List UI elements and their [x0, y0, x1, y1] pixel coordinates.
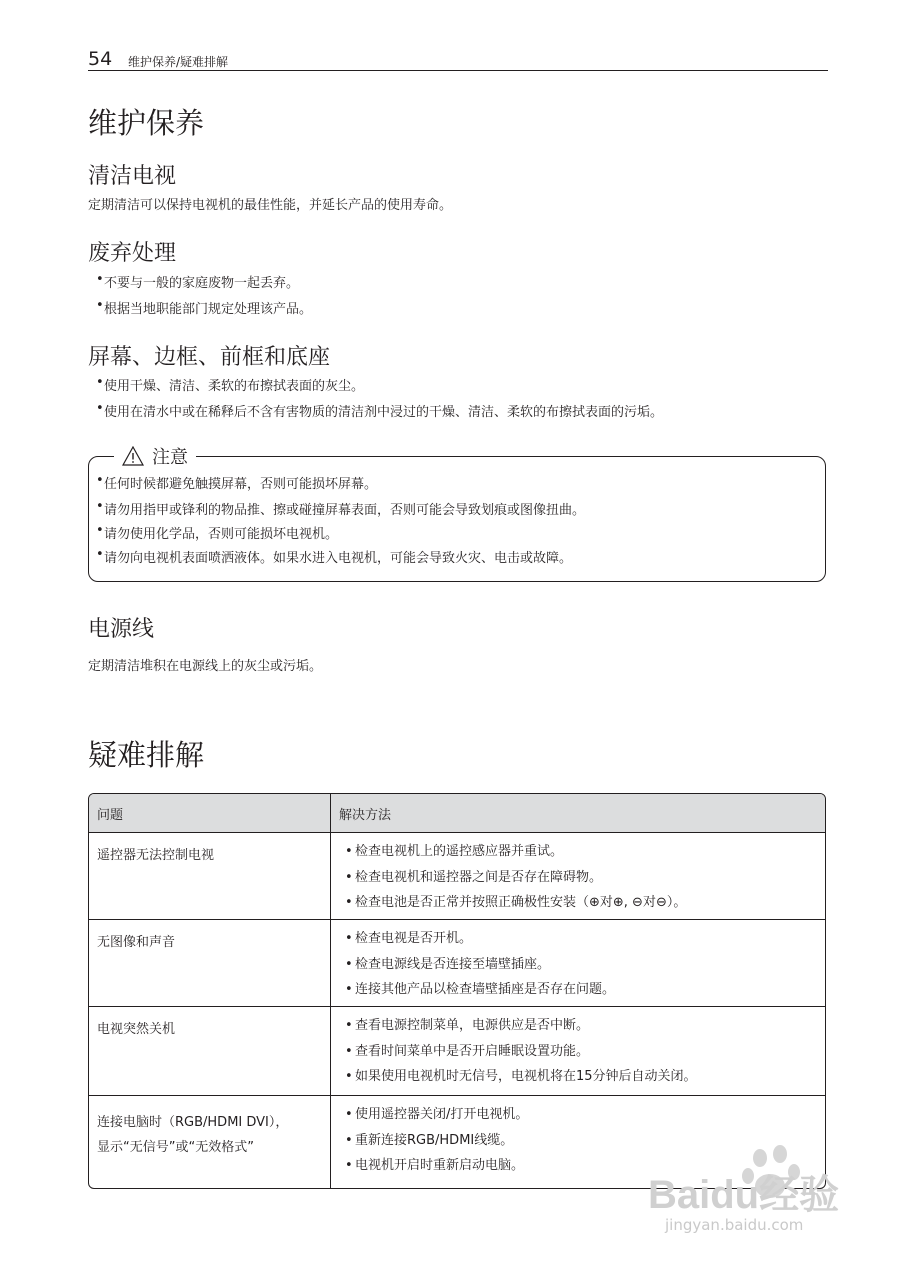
caution-title — [114, 443, 196, 469]
caution-item: • 请勿使用化学品，否则可能损坏电视机。 — [104, 523, 338, 542]
screen-heading: 屏幕、边框、前框和底座 — [88, 345, 331, 370]
troubleshooting-title: 疑难排解 — [88, 738, 205, 772]
page-number: 54 — [88, 48, 113, 70]
solution-cell — [331, 1007, 825, 1096]
solution-item: • 电视机开启时重新启动电脑。 — [355, 1153, 825, 1179]
cleaning-heading: 清洁电视 — [88, 164, 177, 189]
column-header-solution: 解决方法 — [331, 794, 825, 833]
solution-item: • 检查电池是否正常并按照正确极性安装（⊕对⊕, ⊖对⊖）。 — [355, 890, 825, 916]
solution-item: • 查看电源控制菜单，电源供应是否中断。 — [355, 1013, 825, 1039]
table-row — [89, 833, 825, 920]
solution-cell — [331, 833, 825, 920]
troubleshooting-table — [88, 793, 826, 1189]
solution-cell — [331, 920, 825, 1007]
problem-cell — [89, 833, 331, 920]
disposal-item: • 根据当地职能部门规定处理该产品。 — [104, 298, 312, 317]
solution-item: • 检查电源线是否连接至墙壁插座。 — [355, 952, 825, 978]
solution-item: • 重新连接RGB/HDMI线缆。 — [355, 1128, 825, 1154]
problem-cell — [89, 1007, 331, 1096]
warning-icon — [122, 446, 144, 466]
table-row — [89, 1007, 825, 1096]
problem-cell — [89, 920, 331, 1007]
maintenance-title: 维护保养 — [88, 106, 205, 140]
solution-item: • 如果使用电视机时无信号，电视机将在15分钟后自动关闭。 — [355, 1064, 825, 1090]
caution-item: • 请勿向电视机表面喷洒液体。如果水进入电视机，可能会导致火灾、电击或故障。 — [104, 547, 572, 566]
watermark-logo-text: Baidu经验 — [648, 1173, 840, 1217]
problem-text: 无图像和声音 — [97, 935, 176, 950]
solution-item: • 检查电视机上的遥控感应器并重试。 — [355, 839, 825, 865]
caution-label: 注意 — [152, 447, 188, 468]
power-cord-text: 定期清洁堆积在电源线上的灰尘或污垢。 — [88, 659, 323, 674]
solution-item: • 检查电视是否开机。 — [355, 926, 825, 952]
solution-item: • 连接其他产品以检查墙壁插座是否存在问题。 — [355, 977, 825, 1003]
caution-item: • 任何时候都避免触摸屏幕，否则可能损坏屏幕。 — [104, 473, 377, 492]
solution-item: • 检查电视机和遥控器之间是否存在障碍物。 — [355, 865, 825, 891]
table-header-row — [89, 794, 825, 833]
disposal-heading: 废弃处理 — [88, 241, 177, 266]
problem-text: 遥控器无法控制电视 — [97, 848, 215, 863]
baidu-watermark-logo — [648, 1142, 858, 1252]
caution-item: • 请勿用指甲或锋利的物品推、擦或碰撞屏幕表面，否则可能会导致划痕或图像扭曲。 — [104, 499, 585, 518]
problem-cell — [89, 1096, 331, 1188]
power-cord-heading: 电源线 — [88, 617, 155, 642]
problem-line: 连接电脑时（RGB/HDMI DVI）， — [97, 1115, 289, 1130]
cleaning-text: 定期清洁可以保持电视机的最佳性能，并延长产品的使用寿命。 — [88, 198, 453, 213]
problem-text: 电视突然关机 — [97, 1022, 176, 1037]
column-header-problem: 问题 — [89, 794, 331, 833]
problem-line: 显示“无信号”或“无效格式” — [97, 1140, 254, 1155]
header-title: 维护保养/疑难排解 — [128, 55, 229, 69]
problem-text — [97, 1110, 330, 1160]
table-row — [89, 920, 825, 1007]
page-header — [88, 48, 828, 71]
disposal-item: • 不要与一般的家庭废物一起丢弃。 — [104, 272, 299, 291]
solution-item: • 使用遥控器关闭/打开电视机。 — [355, 1102, 825, 1128]
solution-item: • 查看时间菜单中是否开启睡眠设置功能。 — [355, 1039, 825, 1065]
screen-item: • 使用干燥、清洁、柔软的布擦拭表面的灰尘。 — [104, 375, 364, 394]
watermark-url: jingyan.baidu.com — [665, 1216, 804, 1234]
screen-item: • 使用在清水中或在稀释后不含有害物质的清洁剂中浸过的干燥、清洁、柔软的布擦拭表面的污垢。 — [104, 401, 663, 420]
